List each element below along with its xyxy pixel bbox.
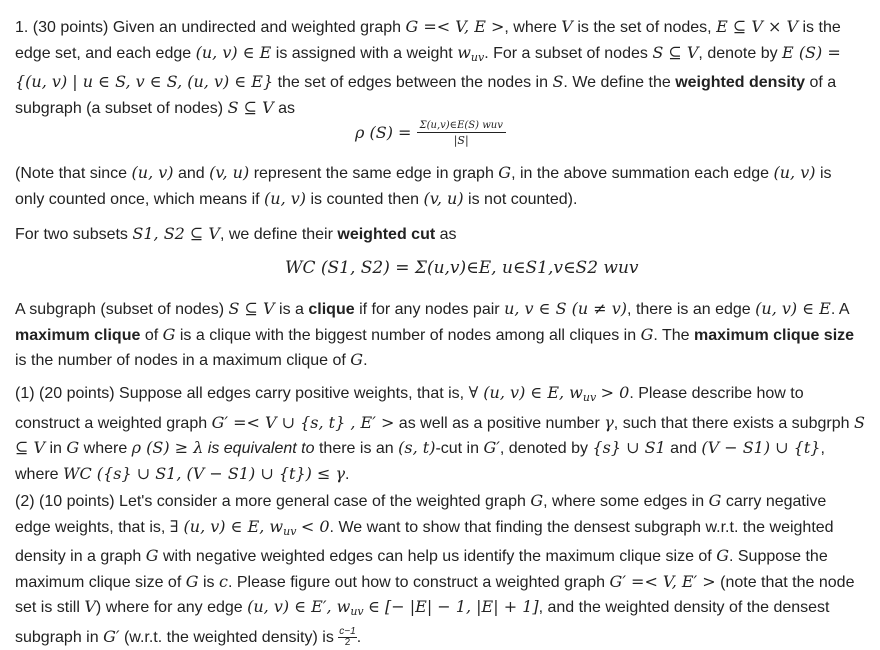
problem-number: 1. (30 points) xyxy=(15,19,109,36)
cut-definition: For two subsets S1, S2 ⊆ V, we define their weighted cut as xyxy=(15,224,457,243)
part-2: (2) (10 points) Let's consider a more general case of the weighted graph G, where some edges in G carry negative edge weights, that is, ∃ (u, v) ∈ E, $w_{uv} < 0$. We want to show that finding the densest subgraph w.r.t. the weighted density in a graph G with negative weighted edges can help us identify the maximum clique size of G. Suppose the maximum clique size of G is c. Please figure out how to construct a weighted graph G′ =< V, E′ > (note that the node set is still V) where for any edge (u, v) ∈ E′, $w_{uv}$ ∈ [− |E| − 1, |E| + 1], and the weighted density of the densest subgraph in G′ (w.r.t. the weighted density) is $\frac{c-1}{2}$ . xyxy=(15,491,855,648)
note-paragraph: (Note that since (u, v) and (v, u) represent the same edge in graph G, in the above summation each edge (u, v) is only counted once, which means if (u, v) is counted then (v, u) is not counted). xyxy=(15,163,832,208)
density-fraction: $\frac{\text{Σ(u,v)∈E(S) wuv}}{|S|}$ xyxy=(417,120,506,147)
cut-equation: WC (S1, S2) = Σ(u,v)∈E, u∈S1,v∈S2 wuv xyxy=(285,258,639,278)
problem-intro: 1. (30 points) Given an undirected and weighted graph G =< V, E >, where V is the set of nodes, E ⊆ V × V is the edge set, and each edge (u, v) ∈ E is assigned with a weight $w_{uv}$. For a subset of nodes S ⊆ V, denote by E (S) = {(u, v) | u ∈ S, v ∈ S, (u, v) ∈ E} the set of edges between the nodes in S. We define the weighted density of a subgraph (a subset of nodes) S ⊆ V as xyxy=(15,17,841,117)
clique-definition: A subgraph (subset of nodes) S ⊆ V is a clique if for any nodes pair u, v ∈ S (u ≠ v), there is an edge (u, v) ∈ E. A maximum clique of G is a clique with the biggest number of nodes among all cliques in G. The maximum clique size is the number of nodes in a maximum clique of G. xyxy=(15,299,855,369)
density-equation: ρ (S) = $\frac{\text{Σ(u,v)∈E(S) wuv}}{|S|}$ xyxy=(355,120,506,147)
answer-fraction: $\frac{c-1}{2}$ xyxy=(339,625,356,648)
part-1: (1) (20 points) Suppose all edges carry positive weights, that is, ∀ (u, v) ∈ E, $w_{uv} > 0$. Please describe how to construct a weighted graph G′ =< V ∪ {s, t} , E′ > as well as a positive number γ, such that there exists a subgrph S ⊆ V in G where ρ (S) ≥ λ is equivalent to there is an (s, t)-cut in G′, denoted by {s} ∪ S1 and (V − S1) ∪ {t}, where WC ({s} ∪ S1, (V − S1) ∪ {t}) ≤ γ. xyxy=(15,383,865,483)
